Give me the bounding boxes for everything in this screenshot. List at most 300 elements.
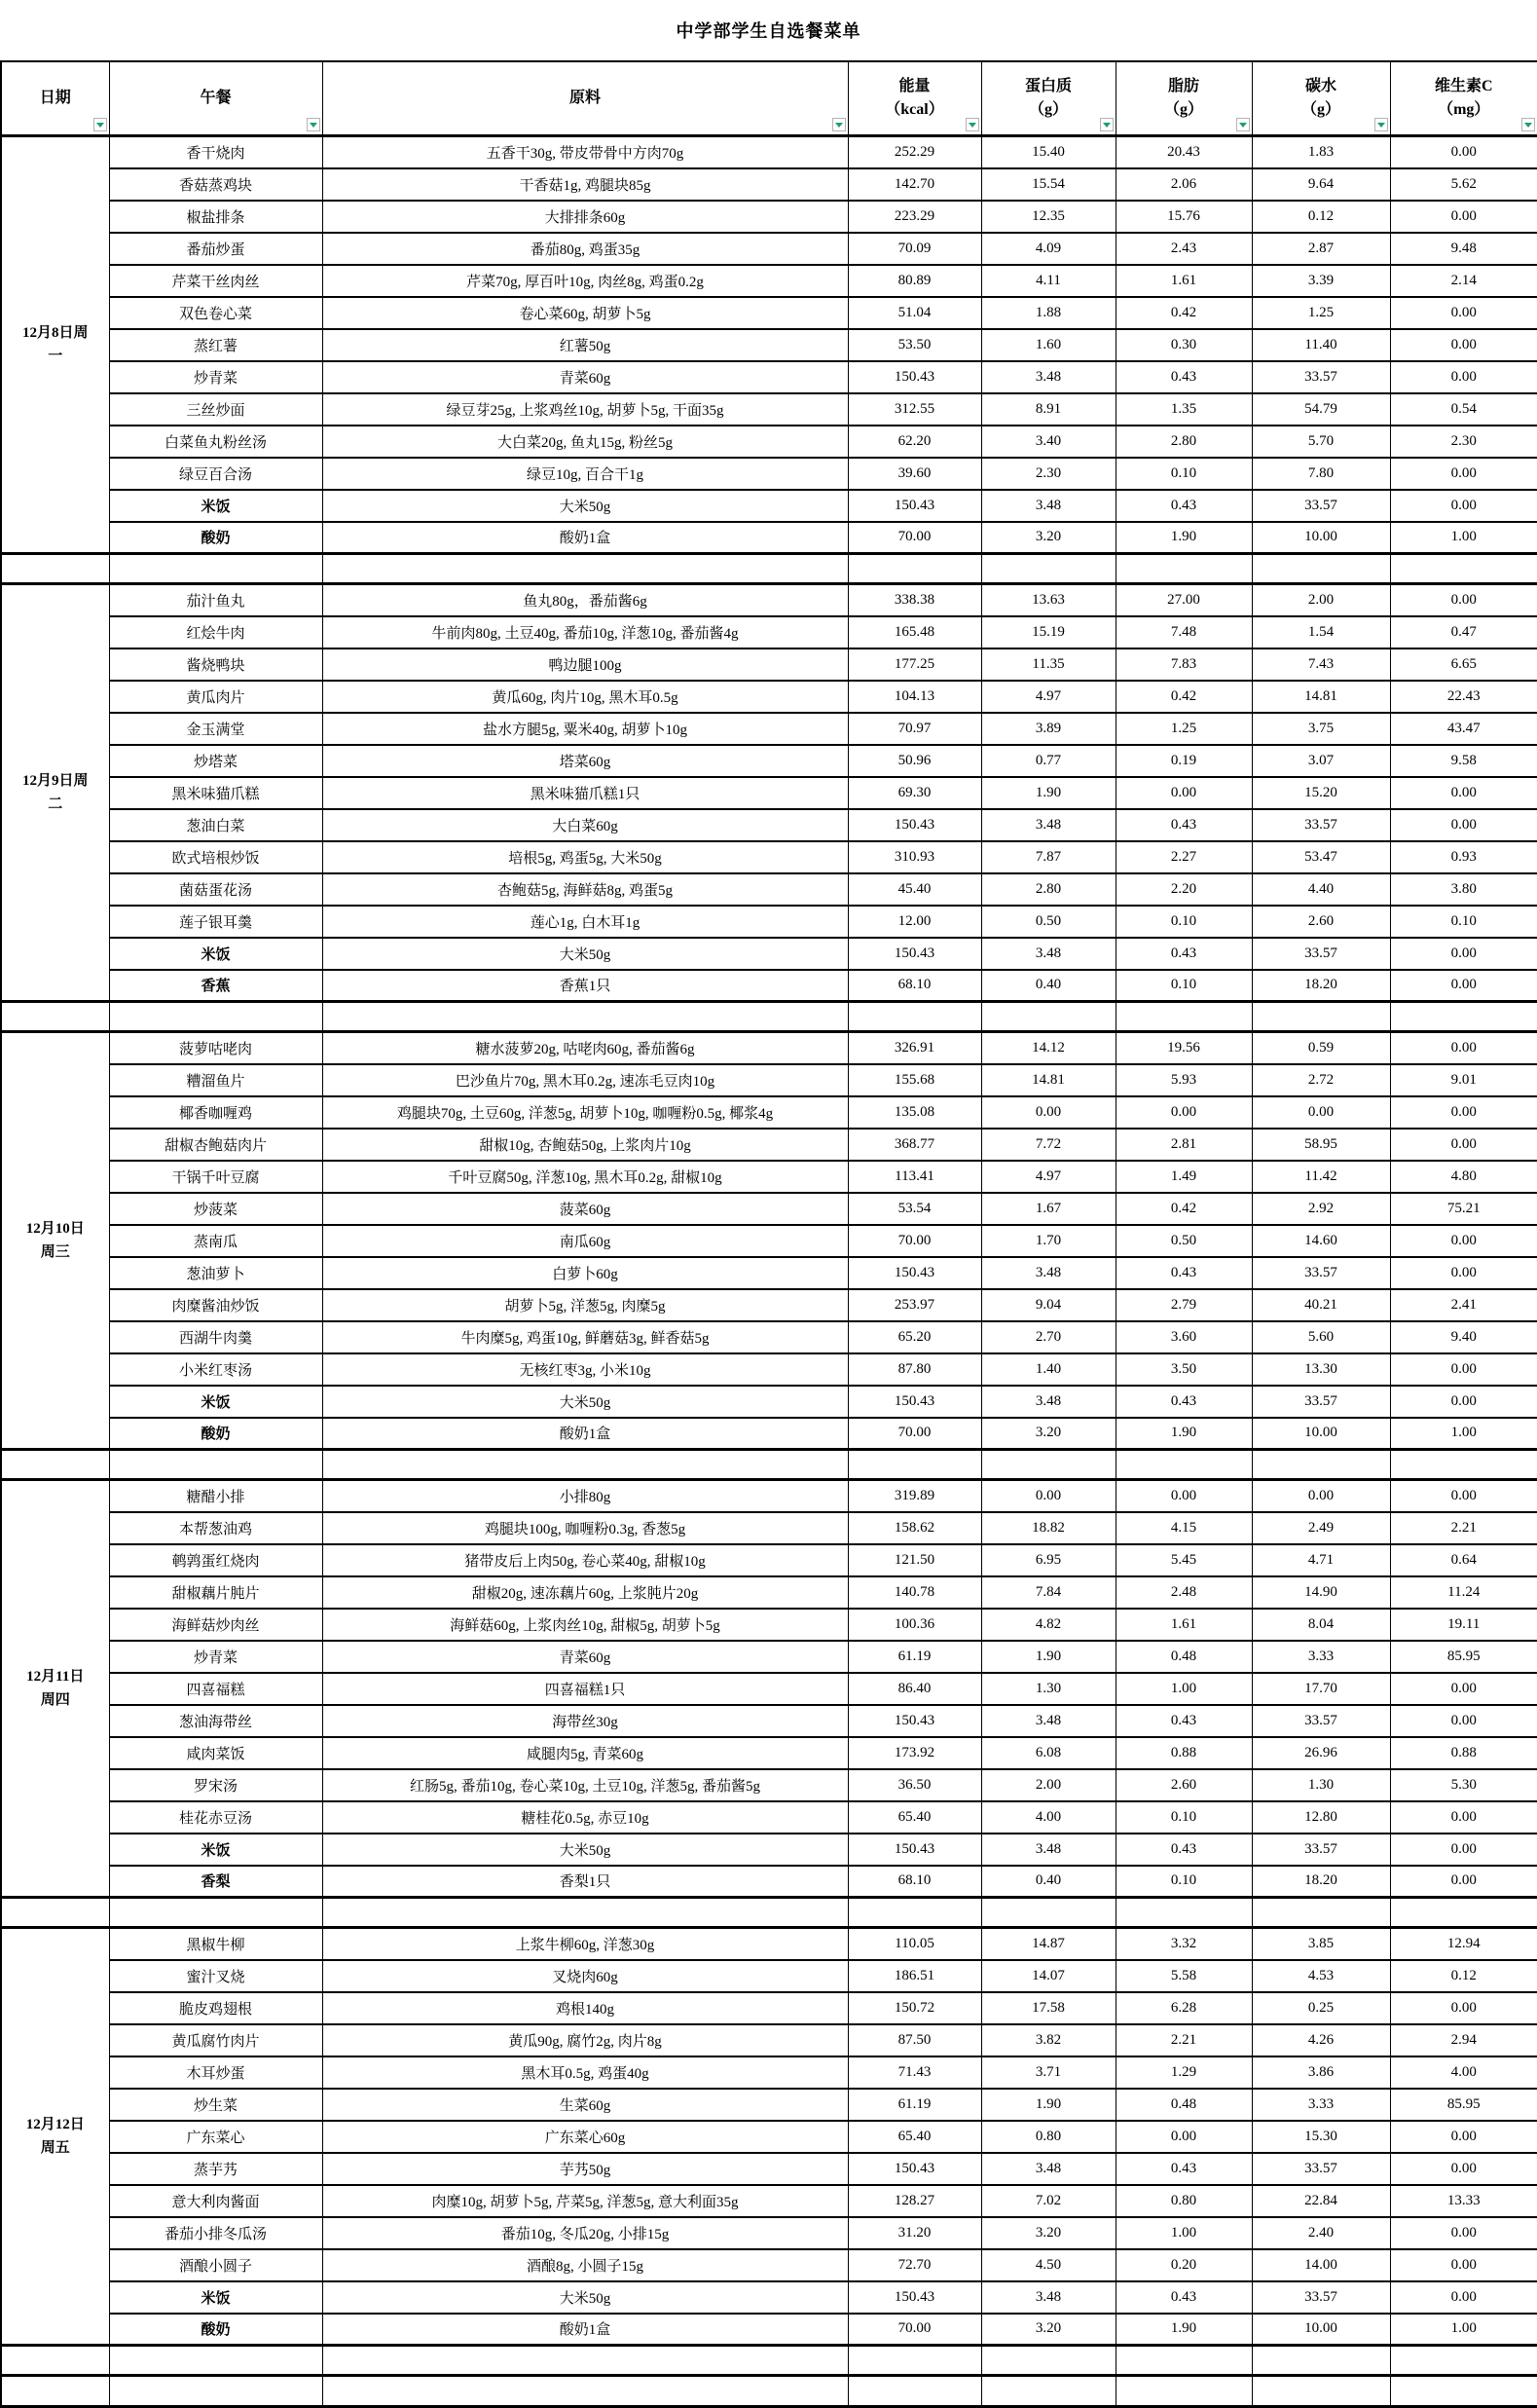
empty-cell [322, 1002, 848, 1032]
dish-name-cell: 炒生菜 [109, 2089, 322, 2121]
fat-cell: 20.43 [1116, 136, 1252, 168]
section-spacer-row [1, 2346, 1537, 2376]
dish-name-cell: 菠萝咕咾肉 [109, 1032, 322, 1064]
date-line: 12月8日周 [21, 325, 89, 341]
dish-name-cell: 欧式培根炒饭 [109, 841, 322, 873]
empty-cell [1390, 2346, 1537, 2376]
column-label: 维生素C [1434, 78, 1493, 94]
chevron-down-icon [1377, 123, 1385, 128]
empty-cell [1390, 554, 1537, 584]
table-row [1, 1512, 1537, 1544]
empty-cell [109, 1450, 322, 1480]
carbs-cell: 2.72 [1252, 1064, 1390, 1096]
vitamin-c-cell: 0.00 [1390, 2153, 1537, 2185]
vitamin-c-cell: 0.00 [1390, 329, 1537, 361]
vitamin-c-cell: 0.00 [1390, 1705, 1537, 1737]
fat-cell: 2.43 [1116, 233, 1252, 265]
empty-cell [322, 1450, 848, 1480]
filter-button[interactable] [1521, 118, 1535, 131]
carbs-cell: 2.60 [1252, 906, 1390, 938]
carbs-cell: 0.00 [1252, 1480, 1390, 1512]
fat-cell: 0.43 [1116, 1386, 1252, 1418]
carbs-cell: 11.40 [1252, 329, 1390, 361]
protein-cell: 3.20 [981, 2217, 1116, 2249]
energy-cell: 104.13 [848, 681, 981, 713]
protein-cell: 3.48 [981, 1257, 1116, 1289]
dish-name-cell: 炒菠菜 [109, 1193, 322, 1225]
fat-cell: 1.90 [1116, 1418, 1252, 1450]
column-unit: （g） [1028, 101, 1068, 118]
carbs-cell: 13.30 [1252, 1353, 1390, 1386]
filter-button[interactable] [1374, 118, 1388, 131]
filter-button[interactable] [1100, 118, 1114, 131]
carbs-cell: 1.83 [1252, 136, 1390, 168]
energy-cell: 150.43 [848, 809, 981, 841]
empty-cell [848, 554, 981, 584]
ingredients-cell: 塔菜60g [322, 745, 848, 777]
energy-cell: 50.96 [848, 745, 981, 777]
ingredients-cell: 酸奶1盒 [322, 522, 848, 554]
vitamin-c-cell: 0.00 [1390, 1225, 1537, 1257]
energy-cell: 150.43 [848, 1386, 981, 1418]
carbs-cell: 0.12 [1252, 201, 1390, 233]
ingredients-cell: 番茄10g, 冬瓜20g, 小排15g [322, 2217, 848, 2249]
ingredients-cell: 鸡腿块100g, 咖喱粉0.3g, 香葱5g [322, 1512, 848, 1544]
column-unit: （g） [1163, 101, 1203, 118]
ingredients-cell: 香蕉1只 [322, 970, 848, 1002]
table-row [1, 584, 1537, 616]
vitamin-c-cell: 0.00 [1390, 1992, 1537, 2024]
ingredients-cell: 大米50g [322, 938, 848, 970]
vitamin-c-cell: 2.30 [1390, 426, 1537, 458]
dish-name-cell: 红烩牛肉 [109, 616, 322, 648]
energy-cell: 65.20 [848, 1321, 981, 1353]
ingredients-cell: 南瓜60g [322, 1225, 848, 1257]
table-row [1, 1353, 1537, 1386]
energy-cell: 150.43 [848, 2281, 981, 2314]
table-row [1, 136, 1537, 168]
dish-name-cell: 本帮葱油鸡 [109, 1512, 322, 1544]
empty-cell [1116, 2346, 1252, 2376]
energy-cell: 87.80 [848, 1353, 981, 1386]
dish-name-cell: 白菜鱼丸粉丝汤 [109, 426, 322, 458]
vitamin-c-cell: 6.65 [1390, 648, 1537, 681]
chevron-down-icon [96, 123, 104, 128]
fat-cell: 2.79 [1116, 1289, 1252, 1321]
protein-cell: 0.77 [981, 745, 1116, 777]
energy-cell: 150.43 [848, 938, 981, 970]
energy-cell: 338.38 [848, 584, 981, 616]
ingredients-cell: 肉糜10g, 胡萝卜5g, 芹菜5g, 洋葱5g, 意大利面35g [322, 2185, 848, 2217]
energy-cell: 140.78 [848, 1576, 981, 1609]
fat-cell: 0.80 [1116, 2185, 1252, 2217]
ingredients-cell: 鸡根140g [322, 1992, 848, 2024]
dish-name-cell: 蒸芋艿 [109, 2153, 322, 2185]
carbs-cell: 5.70 [1252, 426, 1390, 458]
dish-name-cell: 米饭 [109, 1834, 322, 1866]
vitamin-c-cell: 0.00 [1390, 1032, 1537, 1064]
fat-cell: 1.29 [1116, 2056, 1252, 2089]
carbs-cell: 4.26 [1252, 2024, 1390, 2056]
column-label: 碳水 [1304, 78, 1336, 94]
table-row [1, 1418, 1537, 1450]
protein-cell: 3.48 [981, 1834, 1116, 1866]
ingredients-cell: 青菜60g [322, 361, 848, 393]
empty-cell [1116, 1898, 1252, 1928]
page-title: 中学部学生自选餐菜单 [676, 21, 861, 41]
protein-cell: 3.20 [981, 1418, 1116, 1450]
table-row [1, 2121, 1537, 2153]
carbs-cell: 12.80 [1252, 1801, 1390, 1834]
dish-name-cell: 木耳炒蛋 [109, 2056, 322, 2089]
energy-cell: 223.29 [848, 201, 981, 233]
dish-name-cell: 黄瓜腐竹肉片 [109, 2024, 322, 2056]
fat-cell: 0.00 [1116, 1096, 1252, 1129]
table-row [1, 1257, 1537, 1289]
column-unit: （mg） [1438, 101, 1490, 118]
energy-cell: 68.10 [848, 970, 981, 1002]
protein-cell: 3.48 [981, 809, 1116, 841]
table-row [1, 1321, 1537, 1353]
table-row [1, 297, 1537, 329]
table-row [1, 1769, 1537, 1801]
ingredients-cell: 大米50g [322, 2281, 848, 2314]
table-row [1, 361, 1537, 393]
ingredients-cell: 卷心菜60g, 胡萝卜5g [322, 297, 848, 329]
carbs-cell: 2.00 [1252, 584, 1390, 616]
column-header-3 [848, 61, 981, 136]
protein-cell: 17.58 [981, 1992, 1116, 2024]
protein-cell: 1.90 [981, 777, 1116, 809]
energy-cell: 70.00 [848, 2314, 981, 2346]
vitamin-c-cell: 0.00 [1390, 458, 1537, 490]
energy-cell: 150.43 [848, 1705, 981, 1737]
dish-name-cell: 黑椒牛柳 [109, 1928, 322, 1960]
column-label: 午餐 [200, 90, 232, 106]
empty-cell [981, 1002, 1116, 1032]
fat-cell: 1.00 [1116, 2217, 1252, 2249]
carbs-cell: 14.81 [1252, 681, 1390, 713]
ingredients-cell: 黄瓜90g, 腐竹2g, 肉片8g [322, 2024, 848, 2056]
ingredients-cell: 甜椒20g, 速冻藕片60g, 上浆肫片20g [322, 1576, 848, 1609]
empty-cell [848, 1898, 981, 1928]
carbs-cell: 3.33 [1252, 2089, 1390, 2121]
ingredients-cell: 牛前肉80g, 土豆40g, 番茄10g, 洋葱10g, 番茄酱4g [322, 616, 848, 648]
dish-name-cell: 番茄炒蛋 [109, 233, 322, 265]
dish-name-cell: 金玉满堂 [109, 713, 322, 745]
dish-name-cell: 蜜汁叉烧 [109, 1960, 322, 1992]
carbs-cell: 3.75 [1252, 713, 1390, 745]
protein-cell: 6.08 [981, 1737, 1116, 1769]
dish-name-cell: 脆皮鸡翅根 [109, 1992, 322, 2024]
energy-cell: 368.77 [848, 1129, 981, 1161]
empty-cell [848, 2346, 981, 2376]
column-header-4 [981, 61, 1116, 136]
fat-cell: 1.90 [1116, 2314, 1252, 2346]
fat-cell: 3.32 [1116, 1928, 1252, 1960]
energy-cell: 186.51 [848, 1960, 981, 1992]
protein-cell: 3.20 [981, 2314, 1116, 2346]
energy-cell: 150.43 [848, 361, 981, 393]
dish-name-cell: 西湖牛肉羹 [109, 1321, 322, 1353]
dish-name-cell: 酱烧鸭块 [109, 648, 322, 681]
empty-cell [109, 2346, 322, 2376]
energy-cell: 86.40 [848, 1673, 981, 1705]
ingredients-cell: 盐水方腿5g, 粟米40g, 胡萝卜10g [322, 713, 848, 745]
table-row [1, 168, 1537, 201]
carbs-cell: 0.00 [1252, 1096, 1390, 1129]
protein-cell: 1.90 [981, 2089, 1116, 2121]
ingredients-cell: 生菜60g [322, 2089, 848, 2121]
energy-cell: 155.68 [848, 1064, 981, 1096]
vitamin-c-cell: 0.88 [1390, 1737, 1537, 1769]
section-spacer-row [1, 1002, 1537, 1032]
ingredients-cell: 甜椒10g, 杏鲍菇50g, 上浆肉片10g [322, 1129, 848, 1161]
carbs-cell: 33.57 [1252, 809, 1390, 841]
protein-cell: 3.82 [981, 2024, 1116, 2056]
carbs-cell: 7.43 [1252, 648, 1390, 681]
empty-cell [1, 1002, 109, 1032]
protein-cell: 3.71 [981, 2056, 1116, 2089]
energy-cell: 253.97 [848, 1289, 981, 1321]
ingredients-cell: 绿豆芽25g, 上浆鸡丝10g, 胡萝卜5g, 干面35g [322, 393, 848, 426]
vitamin-c-cell: 0.10 [1390, 906, 1537, 938]
table-row [1, 1737, 1537, 1769]
menu-table [0, 60, 1537, 2408]
ingredients-cell: 巴沙鱼片70g, 黑木耳0.2g, 速冻毛豆肉10g [322, 1064, 848, 1096]
fat-cell: 0.48 [1116, 1641, 1252, 1673]
dish-name-cell: 酸奶 [109, 1418, 322, 1450]
ingredients-cell: 四喜福糕1只 [322, 1673, 848, 1705]
vitamin-c-cell: 0.64 [1390, 1544, 1537, 1576]
fat-cell: 0.43 [1116, 1705, 1252, 1737]
carbs-cell: 2.40 [1252, 2217, 1390, 2249]
table-row [1, 2314, 1537, 2346]
table-row [1, 809, 1537, 841]
dish-name-cell: 绿豆百合汤 [109, 458, 322, 490]
carbs-cell: 33.57 [1252, 1386, 1390, 1418]
vitamin-c-cell: 0.00 [1390, 297, 1537, 329]
carbs-cell: 9.64 [1252, 168, 1390, 201]
vitamin-c-cell: 43.47 [1390, 713, 1537, 745]
vitamin-c-cell: 0.00 [1390, 1673, 1537, 1705]
date-line: 周五 [40, 2140, 70, 2156]
empty-cell [322, 554, 848, 584]
protein-cell: 2.80 [981, 873, 1116, 906]
vitamin-c-cell: 85.95 [1390, 1641, 1537, 1673]
energy-cell: 150.43 [848, 1834, 981, 1866]
carbs-cell: 4.71 [1252, 1544, 1390, 1576]
fat-cell: 3.60 [1116, 1321, 1252, 1353]
carbs-cell: 3.33 [1252, 1641, 1390, 1673]
protein-cell: 11.35 [981, 648, 1116, 681]
table-row [1, 2185, 1537, 2217]
fat-cell: 5.58 [1116, 1960, 1252, 1992]
fat-cell: 1.49 [1116, 1161, 1252, 1193]
filter-button[interactable] [93, 118, 107, 131]
fat-cell: 0.43 [1116, 490, 1252, 522]
table-row [1, 938, 1537, 970]
empty-cell [1, 2346, 109, 2376]
empty-cell [981, 554, 1116, 584]
carbs-cell: 40.21 [1252, 1289, 1390, 1321]
dish-name-cell: 芹菜干丝肉丝 [109, 265, 322, 297]
fat-cell: 0.88 [1116, 1737, 1252, 1769]
ingredients-cell: 小排80g [322, 1480, 848, 1512]
protein-cell: 3.40 [981, 426, 1116, 458]
dish-name-cell: 葱油萝卜 [109, 1257, 322, 1289]
column-header-0 [1, 61, 109, 136]
protein-cell: 3.48 [981, 938, 1116, 970]
energy-cell: 87.50 [848, 2024, 981, 2056]
ingredients-cell: 干香菇1g, 鸡腿块85g [322, 168, 848, 201]
vitamin-c-cell: 2.21 [1390, 1512, 1537, 1544]
dish-name-cell: 米饭 [109, 2281, 322, 2314]
ingredients-cell: 糖水菠萝20g, 咕咾肉60g, 番茄酱6g [322, 1032, 848, 1064]
date-line: 12月11日 [26, 1669, 85, 1685]
filter-button[interactable] [832, 118, 846, 131]
ingredients-cell: 上浆牛柳60g, 洋葱30g [322, 1928, 848, 1960]
fat-cell: 2.81 [1116, 1129, 1252, 1161]
dish-name-cell: 糖醋小排 [109, 1480, 322, 1512]
fat-cell: 0.00 [1116, 1480, 1252, 1512]
header-row [1, 61, 1537, 136]
dish-name-cell: 酸奶 [109, 522, 322, 554]
empty-cell [1116, 2376, 1252, 2407]
fat-cell: 0.43 [1116, 2281, 1252, 2314]
protein-cell: 7.72 [981, 1129, 1116, 1161]
protein-cell: 2.70 [981, 1321, 1116, 1353]
protein-cell: 15.54 [981, 168, 1116, 201]
dish-name-cell: 菌菇蛋花汤 [109, 873, 322, 906]
dish-name-cell: 糟溜鱼片 [109, 1064, 322, 1096]
dish-name-cell: 葱油海带丝 [109, 1705, 322, 1737]
protein-cell: 3.48 [981, 490, 1116, 522]
ingredients-cell: 大白菜60g [322, 809, 848, 841]
ingredients-cell: 大米50g [322, 1386, 848, 1418]
fat-cell: 0.48 [1116, 2089, 1252, 2121]
filter-button[interactable] [307, 118, 320, 131]
energy-cell: 53.50 [848, 329, 981, 361]
table-row [1, 1544, 1537, 1576]
empty-cell [1390, 1450, 1537, 1480]
fat-cell: 5.93 [1116, 1064, 1252, 1096]
fat-cell: 2.27 [1116, 841, 1252, 873]
empty-cell [848, 1450, 981, 1480]
filter-button[interactable] [1236, 118, 1250, 131]
ingredients-cell: 黑木耳0.5g, 鸡蛋40g [322, 2056, 848, 2089]
filter-button[interactable] [966, 118, 979, 131]
empty-cell [1116, 1002, 1252, 1032]
table-row [1, 777, 1537, 809]
dish-name-cell: 酒酿小圆子 [109, 2249, 322, 2281]
fat-cell: 2.48 [1116, 1576, 1252, 1609]
section-spacer-row [1, 1898, 1537, 1928]
empty-cell [322, 1898, 848, 1928]
dish-name-cell: 肉糜酱油炒饭 [109, 1289, 322, 1321]
empty-cell [1390, 1898, 1537, 1928]
protein-cell: 4.11 [981, 265, 1116, 297]
vitamin-c-cell: 1.00 [1390, 2314, 1537, 2346]
ingredients-cell: 绿豆10g, 百合干1g [322, 458, 848, 490]
date-line: 12月9日周 [21, 773, 89, 789]
energy-cell: 310.93 [848, 841, 981, 873]
energy-cell: 31.20 [848, 2217, 981, 2249]
empty-cell [1116, 1450, 1252, 1480]
protein-cell: 0.80 [981, 2121, 1116, 2153]
dish-name-cell: 椰香咖喱鸡 [109, 1096, 322, 1129]
protein-cell: 1.30 [981, 1673, 1116, 1705]
carbs-cell: 14.00 [1252, 2249, 1390, 2281]
carbs-cell: 33.57 [1252, 1834, 1390, 1866]
empty-cell [1252, 1898, 1390, 1928]
fat-cell: 2.21 [1116, 2024, 1252, 2056]
protein-cell: 4.50 [981, 2249, 1116, 2281]
protein-cell: 3.48 [981, 2153, 1116, 2185]
table-row [1, 713, 1537, 745]
vitamin-c-cell: 0.00 [1390, 1353, 1537, 1386]
ingredients-cell: 广东菜心60g [322, 2121, 848, 2153]
ingredients-cell: 酸奶1盒 [322, 2314, 848, 2346]
vitamin-c-cell: 0.00 [1390, 2121, 1537, 2153]
energy-cell: 312.55 [848, 393, 981, 426]
table-row [1, 2217, 1537, 2249]
ingredients-cell: 培根5g, 鸡蛋5g, 大米50g [322, 841, 848, 873]
dish-name-cell: 酸奶 [109, 2314, 322, 2346]
ingredients-cell: 红薯50g [322, 329, 848, 361]
dish-name-cell: 蒸南瓜 [109, 1225, 322, 1257]
carbs-cell: 15.30 [1252, 2121, 1390, 2153]
dish-name-cell: 甜椒杏鲍菇肉片 [109, 1129, 322, 1161]
table-row [1, 1705, 1537, 1737]
fat-cell: 1.25 [1116, 713, 1252, 745]
table-row [1, 681, 1537, 713]
vitamin-c-cell: 0.00 [1390, 2281, 1537, 2314]
carbs-cell: 33.57 [1252, 361, 1390, 393]
carbs-cell: 2.87 [1252, 233, 1390, 265]
vitamin-c-cell: 0.00 [1390, 809, 1537, 841]
fat-cell: 0.50 [1116, 1225, 1252, 1257]
table-row [1, 2281, 1537, 2314]
fat-cell: 0.42 [1116, 297, 1252, 329]
table-row [1, 1386, 1537, 1418]
ingredients-cell: 猪带皮后上肉50g, 卷心菜40g, 甜椒10g [322, 1544, 848, 1576]
carbs-cell: 54.79 [1252, 393, 1390, 426]
dish-name-cell: 莲子银耳羹 [109, 906, 322, 938]
protein-cell: 7.87 [981, 841, 1116, 873]
table-row [1, 1480, 1537, 1512]
ingredients-cell: 番茄80g, 鸡蛋35g [322, 233, 848, 265]
protein-cell: 3.48 [981, 1386, 1116, 1418]
date-line: 周四 [40, 1692, 70, 1708]
fat-cell: 2.60 [1116, 1769, 1252, 1801]
table-row [1, 2153, 1537, 2185]
fat-cell: 0.30 [1116, 329, 1252, 361]
vitamin-c-cell: 0.93 [1390, 841, 1537, 873]
energy-cell: 45.40 [848, 873, 981, 906]
fat-cell: 0.10 [1116, 1866, 1252, 1898]
chevron-down-icon [969, 123, 976, 128]
fat-cell: 1.00 [1116, 1673, 1252, 1705]
fat-cell: 1.61 [1116, 1609, 1252, 1641]
energy-cell: 65.40 [848, 2121, 981, 2153]
ingredients-cell: 白萝卜60g [322, 1257, 848, 1289]
energy-cell: 110.05 [848, 1928, 981, 1960]
ingredients-cell: 大排排条60g [322, 201, 848, 233]
protein-cell: 0.40 [981, 970, 1116, 1002]
protein-cell: 15.40 [981, 136, 1116, 168]
table-row [1, 2056, 1537, 2089]
